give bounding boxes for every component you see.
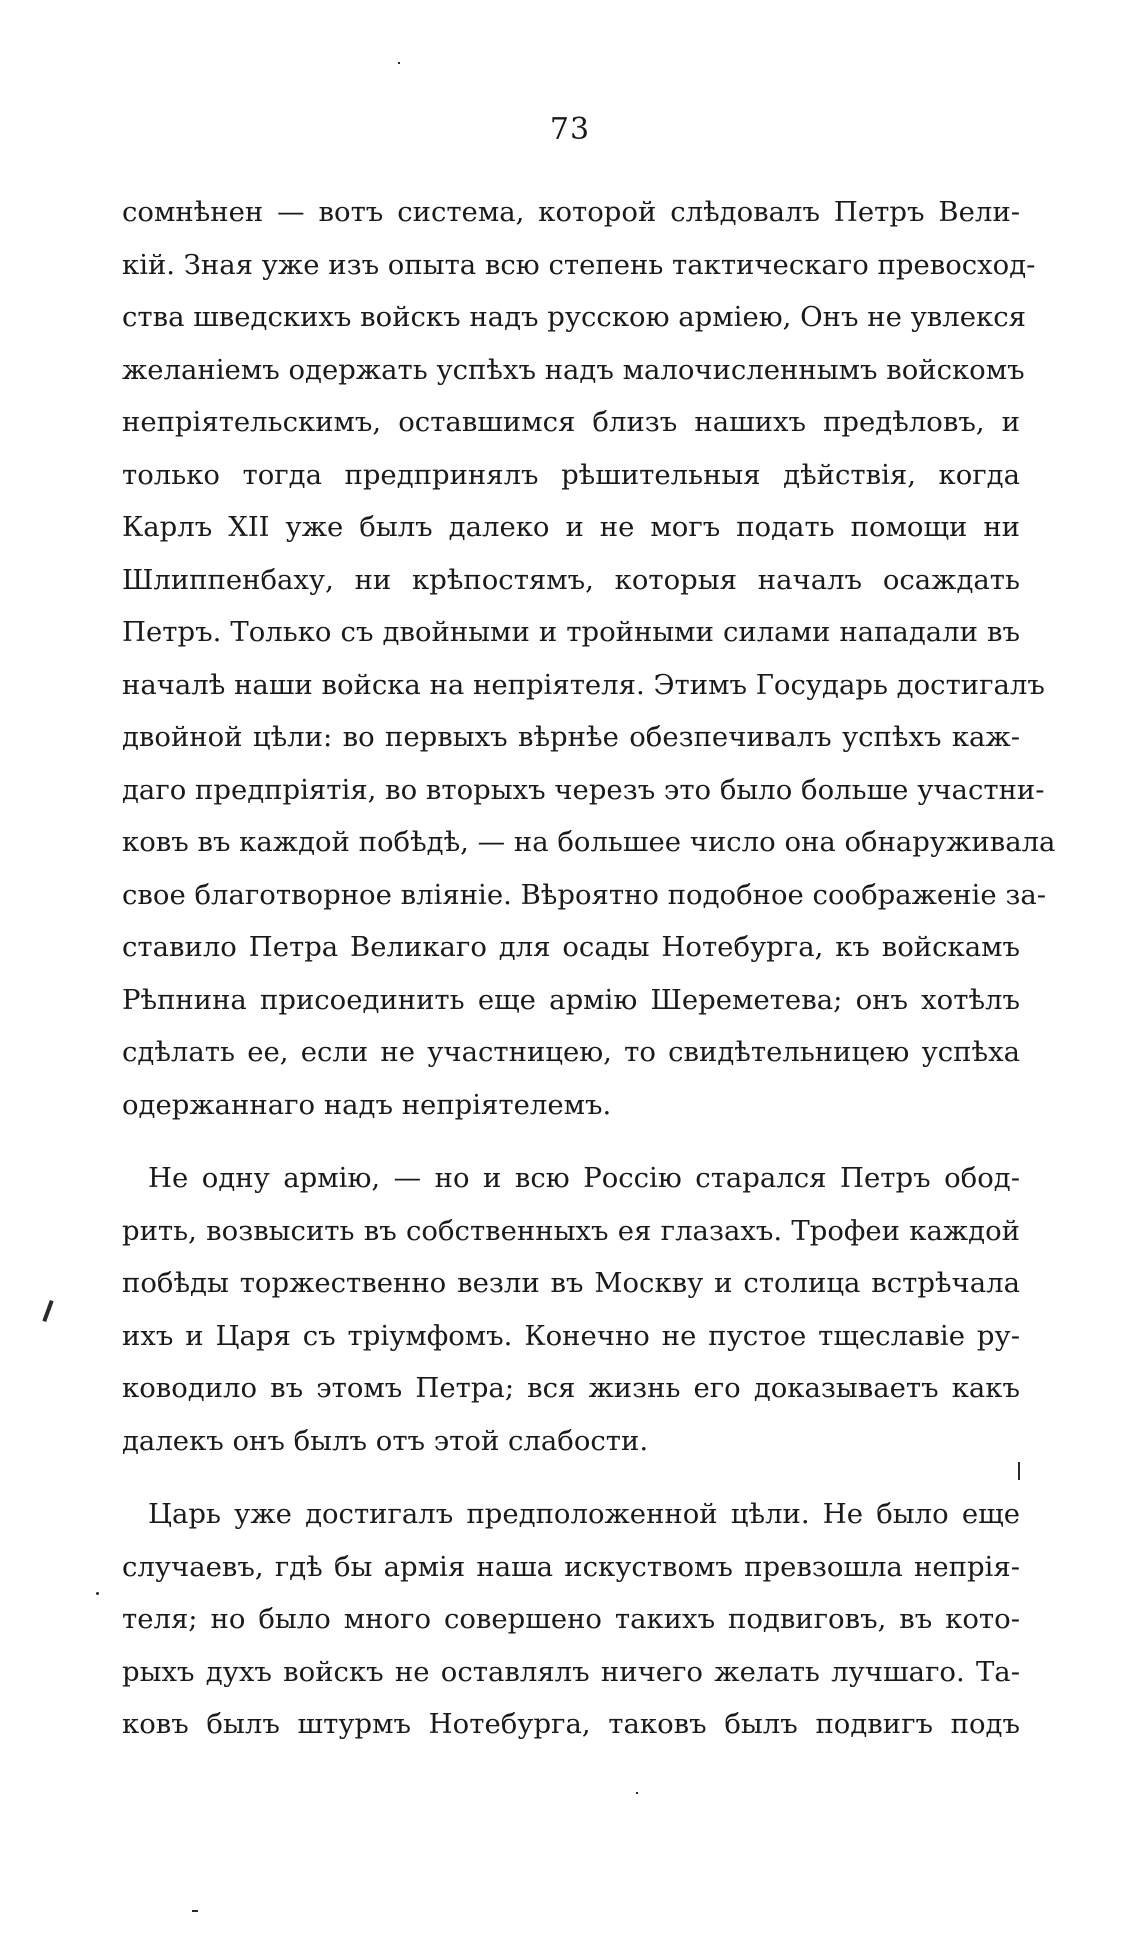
text-line: желаніемъ одержать успѣхъ надъ малочисленнымъ войскомъ [122, 353, 1025, 386]
text-line: только тогда предпринялъ рѣшительныя дѣйствія, когда [122, 458, 1020, 491]
text-line: рыхъ духъ войскъ не оставлялъ ничего желать лучшаго. Та- [122, 1655, 1020, 1688]
text-line: ихъ и Царя съ тріумфомъ. Конечно не пустое тщеславіе ру- [122, 1319, 1020, 1352]
text-line: сдѣлать ее, если не участницею, то свидѣтельницею успѣха [122, 1036, 1020, 1068]
ink-speck [636, 1792, 638, 1794]
ink-speck [398, 62, 400, 64]
text-line: Шлиппенбаху, ни крѣпостямъ, которыя началъ осаждать [122, 563, 1020, 596]
paragraph-2 [122, 1152, 1020, 1467]
text-line: Петръ. Только съ двойными и тройными силами нападали въ [122, 616, 1020, 648]
text-line: случаевъ, гдѣ бы армія наша искуствомъ превзошла непрія- [122, 1550, 1020, 1583]
text-line: ства шведскихъ войскъ надъ русскою арміею, Онъ не увлекся [122, 301, 1026, 333]
text-line: двойной цѣли: во первыхъ вѣрнѣе обезпечивалъ успѣхъ каж- [122, 721, 1020, 753]
ink-speck [192, 1910, 198, 1912]
text-line: далекъ онъ былъ отъ этой слабости. [122, 1424, 649, 1457]
text-line: ковъ въ каждой побѣдѣ, — на большее число она обнаруживала [122, 826, 1056, 858]
text-line: одержаннаго надъ непріятелемъ. [122, 1088, 612, 1121]
text-line: Карлъ XII уже былъ далеко и не могъ подать помощи ни [122, 511, 1020, 543]
text-line: ковъ былъ штурмъ Нотебурга, таковъ былъ подвигъ подъ [122, 1708, 1020, 1740]
text-line: Рѣпнина присоединить еще армію Шереметева; онъ хотѣлъ [122, 983, 1020, 1016]
text-line: кій. Зная уже изъ опыта всю степень тактическаго превосход- [122, 248, 1036, 281]
text-line: сомнѣнен — вотъ система, которой слѣдовалъ Петръ Вели- [122, 196, 1020, 228]
text-line: даго предпріятія, во вторыхъ черезъ это было больше участни- [122, 773, 1045, 806]
text-line: началѣ наши войска на непріятеля. Этимъ Государь достигалъ [122, 668, 1045, 701]
ink-speck [96, 1592, 99, 1595]
text-line: рить, возвысить въ собственныхъ ея глазахъ. Трофеи каждой [122, 1214, 1020, 1247]
text-line: ставило Петра Великаго для осады Нотебурга, къ войскамъ [122, 931, 1020, 963]
text-line: ководило въ этомъ Петра; вся жизнь его доказываетъ какъ [122, 1372, 1020, 1404]
ink-mark [1018, 1462, 1020, 1480]
text-line: непріятельскимъ, оставшимся близъ нашихъ предѣловъ, и [122, 406, 1020, 438]
text-line: Царь уже достигалъ предположенной цѣли. Не было еще [148, 1498, 1020, 1530]
ink-mark [42, 1300, 53, 1322]
page-number: 73 [549, 112, 591, 147]
text-line: свое благотворное вліяніе. Вѣроятно подобное соображеніе за- [122, 878, 1047, 911]
paragraph-1 [122, 186, 1056, 1131]
text-line: побѣды торжественно везли въ Москву и столица встрѣчала [122, 1267, 1020, 1299]
text-line: теля; но было много совершено такихъ подвиговъ, въ кото- [122, 1603, 1020, 1635]
paragraph-3 [122, 1488, 1020, 1751]
text-line: Не одну армію, — но и всю Россію старался Петръ обод- [148, 1162, 1020, 1194]
